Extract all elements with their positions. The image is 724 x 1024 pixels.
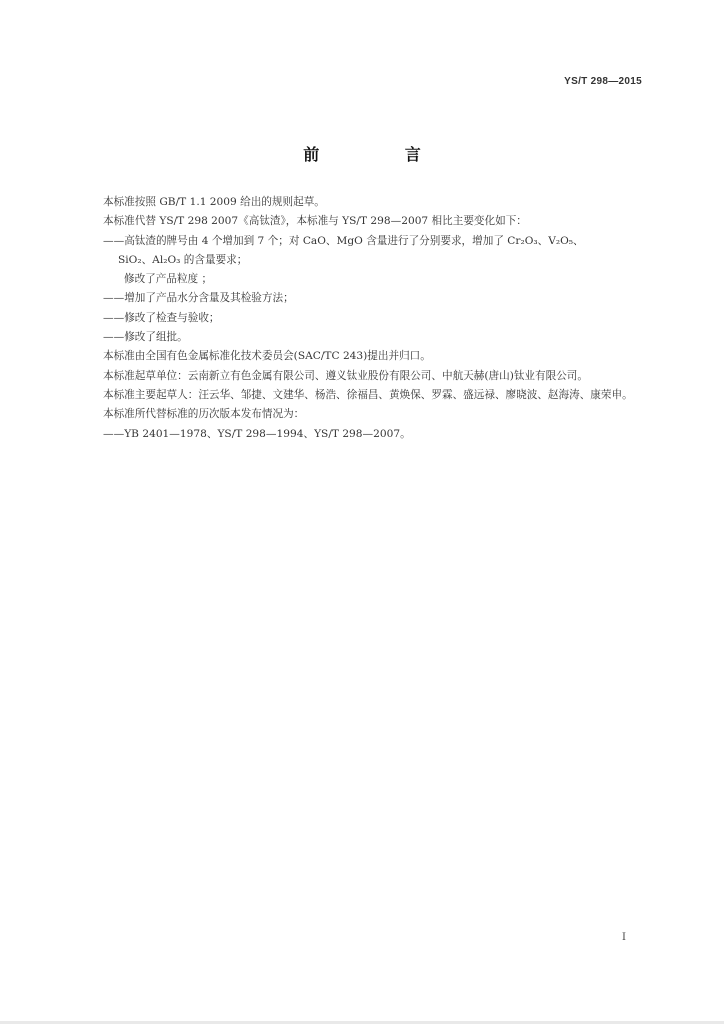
paragraph-proposer: 本标准由全国有色金属标准化技术委员会(SAC/TC 243)提出并归口。 bbox=[103, 350, 431, 363]
change-item-particle-size: 修改了产品粒度 ； bbox=[124, 273, 213, 286]
paragraph-drafters: 本标准主要起草人：汪云华、邹捷、文建华、杨浩、徐福昌、黄焕保、罗霖、盛远禄、廖晓波、赵海涛、康荣申。 bbox=[103, 388, 633, 401]
paragraph-drafting-rules: 本标准按照 GB/T 1.1 2009 给出的规则起草。 bbox=[103, 196, 325, 208]
paragraph-history-versions: ——YB 2401—1978、YS/T 298—1994、YS/T 298—2007。 bbox=[103, 427, 411, 440]
paragraph-history-intro: 本标准所代替标准的历次版本发布情况为： bbox=[103, 408, 305, 421]
change-item-grades: ——高钛渣的牌号由 4 个增加到 7 个；对 CaO、MgO 含量进行了分别要求，增加了 Cr₂O₃、V₂O₅、 bbox=[103, 234, 584, 247]
foreword-body bbox=[82, 193, 642, 444]
change-item-inspection: ——修改了检查与验收； bbox=[103, 311, 220, 324]
change-item-moisture: ——增加了产品水分含量及其检验方法； bbox=[103, 292, 294, 305]
standard-code: YS/T 298—2015 bbox=[564, 76, 642, 87]
page-title: 前 言 bbox=[303, 145, 461, 164]
change-item-batching: ——修改了组批。 bbox=[103, 331, 188, 344]
change-item-grades-continued: SiO₂、Al₂O₃ 的含量要求； bbox=[118, 253, 248, 266]
paragraph-drafting-units: 本标准起草单位：云南新立有色金属有限公司、遵义钛业股份有限公司、中航天赫(唐山)钛业有限公司。 bbox=[103, 369, 588, 382]
page-number: I bbox=[622, 932, 626, 943]
paragraph-replacement: 本标准代替 YS/T 298 2007《高钛渣》，本标准与 YS/T 298—2007 相比主要变化如下： bbox=[103, 215, 527, 228]
